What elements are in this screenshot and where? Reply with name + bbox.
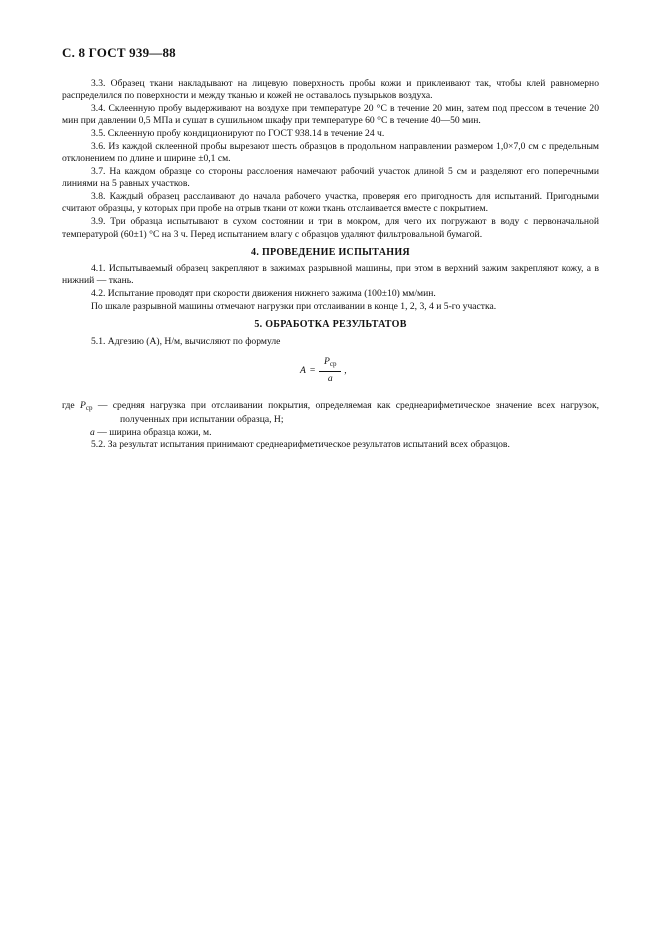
formula-lhs: A [300,364,306,376]
formula-fraction [319,356,341,386]
page-header: С. 8 ГОСТ 939—88 [62,45,176,60]
paragraph-3-9: 3.9. Три образца испытывают в сухом состоянии и три в мокром, для чего их погружают в воду с первоначальной температурой (60±1) °С на 3 ч. Перед испытанием влагу с образцов удаляют фильтровальной бумагой. [62,216,599,240]
paragraph-4-1: 4.1. Испытываемый образец закрепляют в зажимах разрывной машины, при этом в верхний зажим закрепляют кожу, а в нижний — ткань. [62,263,599,287]
paragraph-4-2-continued: По шкале разрывной машины отмечают нагрузки при отслаивании в конце 1, 2, 3, 4 и 5-го участка. [91,301,497,313]
section-5-heading: 5. ОБРАБОТКА РЕЗУЛЬТАТОВ [254,319,407,331]
paragraph-4-2: 4.2. Испытание проводят при скорости движения нижнего зажима (100±10) мм/мин. [91,288,436,300]
formula-denominator: a [327,373,333,385]
paragraph-5-1: 5.1. Адгезию (А), Н/м, вычисляют по формуле [91,335,281,347]
paragraph-3-5: 3.5. Склеенную пробу кондиционируют по ГОСТ 938.14 в течение 24 ч. [91,128,385,140]
paragraph-3-7: 3.7. На каждом образце со стороны расслоения намечают рабочий участок длиной 5 см и разделяют его поперечными линиями на 5 равных участков. [62,166,599,190]
paragraph-5-2: 5.2. За результат испытания принимают среднеарифметическое результатов испытаний всех образцов. [91,438,510,450]
paragraph-3-3: 3.3. Образец ткани накладывают на лицевую поверхность пробы кожи и приклеивают так, чтобы клей равномерно распределился по поверхности и между тканью и кожей не оставалось пузырьков воздуха. [62,78,599,102]
formula-numerator: $P_{ср}$ [324,355,337,368]
document-body [62,78,599,452]
paragraph-3-6: 3.6. Из каждой склеенной пробы вырезают шесть образцов в продольном направлении размером 1,0×7,0 см с предельным отклонением по длине и ширине ±0,1 см. [62,140,599,165]
paragraph-3-8: 3.8. Каждый образец расслаивают до начала рабочего участка, проверяя его пригодность для испытаний. Пригодными считают образцы, у которых при пробе на отрыв ткани от кожи ткань отслаивается вместе с покрытием. [62,191,599,215]
fraction-bar [319,371,341,372]
adhesion-formula [62,356,599,390]
paragraph-3-4: 3.4. Склеенную пробу выдерживают на воздухе при температуре 20 °С в течение 20 мин, затем под прессом в течение 20 мин при давлении 0,5 МПа и сушат в сушильном шкафу при температуре 60 °С в течение 40—50 мин. [62,103,599,127]
definition-a: a — ширина образца кожи, м. [90,426,212,438]
formula-equals: = [309,364,316,376]
formula-comma: , [344,364,347,376]
section-4-heading: 4. ПРОВЕДЕНИЕ ИСПЫТАНИЯ [251,246,410,258]
definition-pcp: где $P_{ср}$ — средняя нагрузка при отслаивании покрытия, определяемая как среднеарифметическое значение всех нагрузок, полученных при испытании образца, Н; [62,399,600,426]
